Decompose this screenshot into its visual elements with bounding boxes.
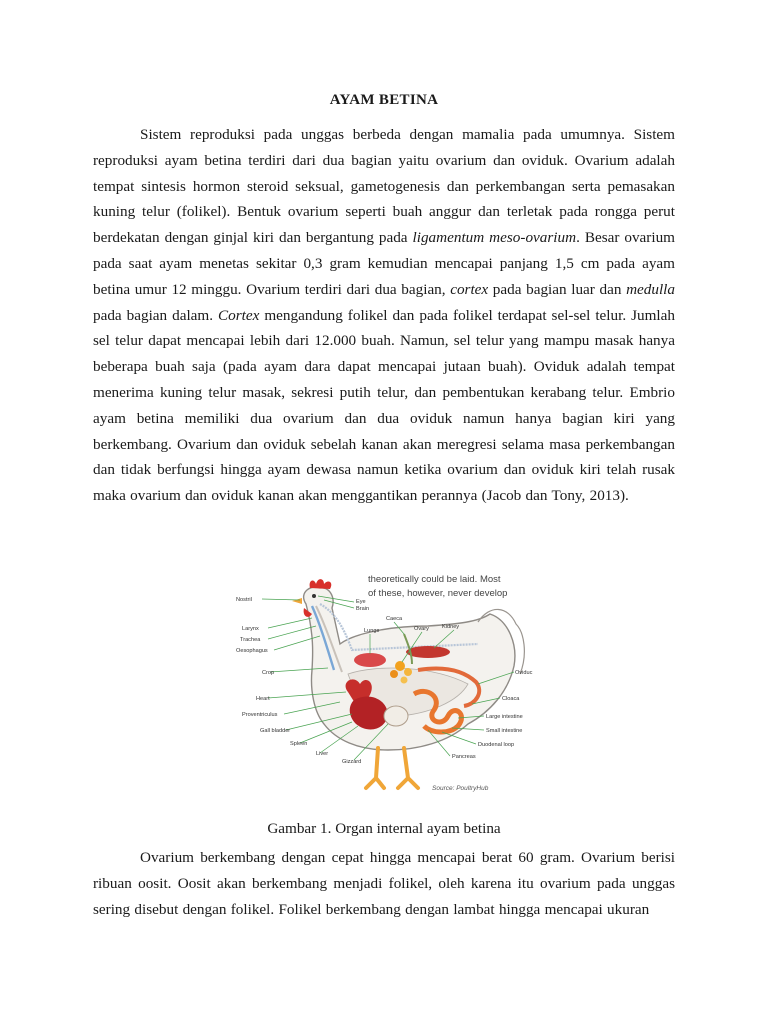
label-trachea: Trachea xyxy=(240,637,261,643)
left-leg xyxy=(366,748,384,788)
label-crop: Crop xyxy=(262,670,275,676)
paragraph-2: Ovarium berkembang dengan cepat hingga mencapai berat 60 gram. Ovarium berisi ribuan oosit. Oosit akan berkembang menjadi folikel, oleh karena itu ovarium pada unggas sering disebut dengan folikel. Folikel berkembang dengan lambat hingga mencapai ukuran xyxy=(93,849,675,918)
paragraph-1 xyxy=(93,122,675,509)
ovary-follicle xyxy=(404,668,412,676)
para1-italic-term: Cortex xyxy=(218,306,260,324)
para1-italic-term: cortex xyxy=(450,280,489,298)
figure-source: Source: PoultryHub xyxy=(432,785,489,792)
label-small-intestine: Small intestine xyxy=(486,728,523,734)
label-ovary: Ovary xyxy=(414,626,429,632)
label-duodenal-loop: Duodenal loop xyxy=(478,742,515,748)
ovary-follicle xyxy=(390,670,398,678)
label-cloaca: Cloaca xyxy=(502,696,520,702)
eye-dot xyxy=(312,594,316,598)
label-kidney: Kidney xyxy=(442,624,460,630)
label-eye: Eye xyxy=(356,599,366,605)
figure-top-note: theoretically could be laid. Most xyxy=(368,574,501,585)
chicken-anatomy-figure xyxy=(228,574,544,806)
page-title: AYAM BETINA xyxy=(329,92,439,108)
label-brain: Brain xyxy=(356,606,370,612)
label-caeca: Caeca xyxy=(386,616,403,622)
gizzard xyxy=(384,706,408,726)
label-heart: Heart xyxy=(256,696,270,702)
label-liver: Liver xyxy=(316,751,329,757)
figure-top-note: of these, however, never develop xyxy=(368,588,508,599)
ovary-follicle xyxy=(401,677,408,684)
label-pancreas: Pancreas xyxy=(452,754,476,760)
para1-segment: mengandung folikel dan pada folikel terdapat sel-sel telur. Jumlah sel telur dapat mencapai lebih dari 12.000 buah. Namun, sel telur yang mampu masak hanya beberapa buah saja (pada ayam dara dapat mencapai jutaan buah). Oviduk adalah tempat menerima kuning telur masak, sekresi putih telur, dan pembentukan kerabang telur. Embrio ayam betina memiliki dua ovarium dan dua oviduk namun hanya bagian kiri yang berkembang. Ovarium dan oviduk sebelah kanan akan meregresi selama masa perkembangan dan tidak berfungsi hingga ayam dewasa namun ketika ovarium dan oviduk kiri telah rusak maka ovarium dan oviduk kanan akan menggantikan perannya (Jacob dan Tony, 2013). xyxy=(93,306,675,505)
para1-segment: pada bagian luar dan xyxy=(488,280,627,298)
label-gall-bladder: Gall bladder xyxy=(260,728,291,734)
beak xyxy=(292,598,302,604)
comb xyxy=(310,579,332,589)
label-nostril: Nostril xyxy=(236,597,252,603)
chicken-anatomy-diagram xyxy=(228,574,544,806)
label-lungs: Lungs xyxy=(364,628,380,634)
para1-segment: pada bagian dalam. xyxy=(93,306,219,324)
right-leg xyxy=(398,748,418,788)
figure-caption: Gambar 1. Organ internal ayam betina xyxy=(267,820,501,837)
label-larynx: Larynx xyxy=(242,626,259,632)
para1-italic-term: ligamentum meso-ovarium xyxy=(412,229,577,247)
lungs xyxy=(354,653,386,667)
para1-segment: . Besar ovarium pada saat ayam menetas sekitar 0,3 gram kemudian mencapai panjang 1,5 cm pada ayam betina umur 12 minggu. Ovarium terdiri dari dua bagian, xyxy=(93,229,675,298)
kidney xyxy=(406,646,450,658)
label-oviduct: Oviduc xyxy=(515,670,533,676)
para1-italic-term: medulla xyxy=(626,280,675,298)
label-large-intestine: Large intestine xyxy=(486,714,523,720)
label-oesophagus: Oesophagus xyxy=(236,648,268,654)
label-spleen: Spleen xyxy=(290,741,308,747)
label-gizzard: Gizzard xyxy=(342,759,362,765)
para1-segment: Sistem reproduksi pada unggas berbeda dengan mamalia pada umumnya. Sistem reproduksi ayam betina terdiri dari dua bagian yaitu ovarium dan oviduk. Ovarium adalah tempat sintesis hormon steroid seksual, gametogenesis dan perkembangan serta pemasakan kuning telur (folikel). Bentuk ovarium seperti buah anggur dan terletak pada rongga perut berdekatan dengan ginjal kiri dan bergantung pada xyxy=(93,126,675,247)
label-proventriculus: Proventriculus xyxy=(242,712,278,718)
ovary-follicle xyxy=(395,661,405,671)
